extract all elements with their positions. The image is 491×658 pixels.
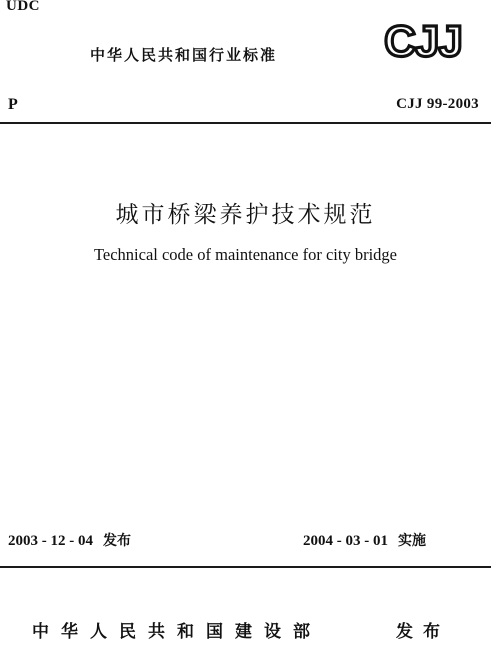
issuing-authority: 中华人民共和国建设部 xyxy=(32,622,322,642)
top-divider xyxy=(0,122,491,124)
cjj-logo-graphic xyxy=(377,18,469,62)
standard-code: CJJ 99-2003 xyxy=(396,96,479,112)
implementation-verb: 实施 xyxy=(398,533,426,549)
issue-date: 2003 - 12 - 04 xyxy=(8,533,93,549)
logo-text: CJJ xyxy=(384,18,462,62)
udc-label: UDC xyxy=(6,0,40,14)
title-english: Technical code of maintenance for city bridge xyxy=(93,245,398,264)
bottom-divider xyxy=(0,566,491,568)
issue-verb: 发布 xyxy=(103,533,131,549)
category-code: P xyxy=(8,96,18,113)
implementation-date: 2004 - 03 - 01 xyxy=(303,533,388,549)
implementation-date-block xyxy=(303,530,426,550)
cjj-logo xyxy=(377,18,469,62)
issue-date-block xyxy=(8,530,131,550)
standard-type-header: 中华人民共和国行业标准 xyxy=(90,46,278,64)
issuing-action: 发布 xyxy=(396,622,450,642)
title-chinese: 城市桥梁养护技术规范 xyxy=(115,202,376,228)
